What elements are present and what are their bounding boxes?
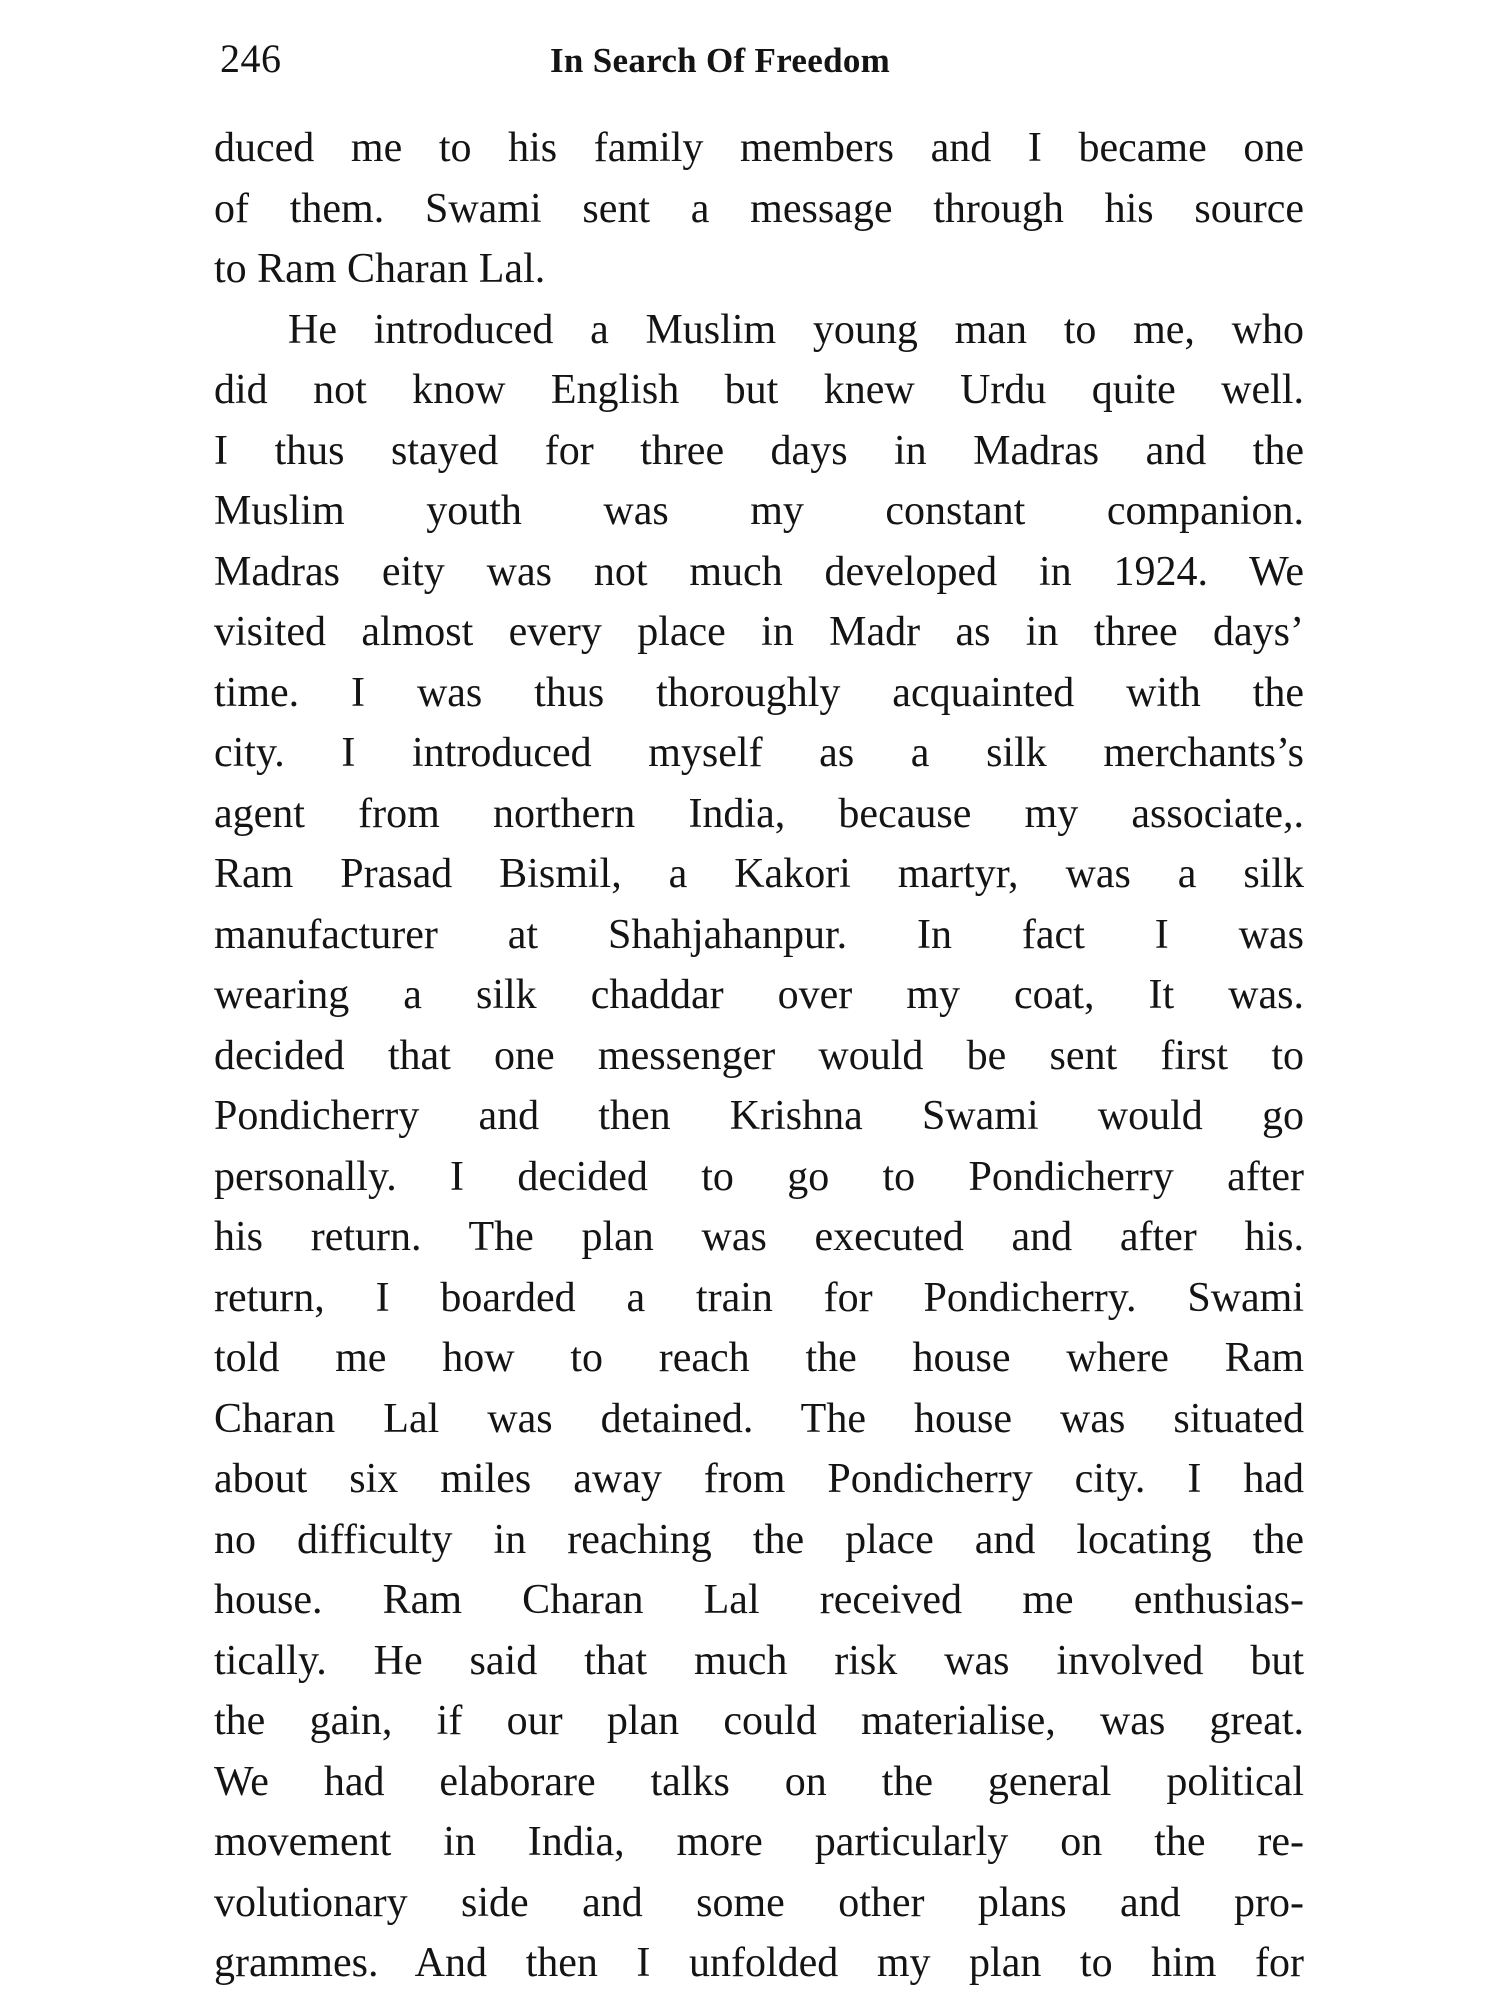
page-number: 246 — [220, 36, 282, 81]
text-line: the gain, if our plan could materialise, was great. — [214, 1698, 1304, 1744]
text-line: He introduced a Muslim young man to me, who — [288, 306, 1304, 353]
text-line: to Ram Charan Lal. — [214, 246, 546, 292]
text-line: agent from northern India, because my associate,. — [214, 790, 1304, 837]
text-line: of them. Swami sent a message through his source — [214, 185, 1304, 232]
running-header — [220, 34, 1310, 84]
text-line: Muslim youth was my constant companion. — [214, 488, 1304, 534]
text-line: time. I was thus thoroughly acquainted with the — [214, 669, 1304, 716]
text-line: grammes. And then I unfolded my plan to him for — [214, 1940, 1304, 1986]
text-line: decided that one messenger would be sent first to — [214, 1032, 1304, 1079]
text-line: about six miles away from Pondicherry city. I had — [214, 1456, 1304, 1502]
text-line: visited almost every place in Madr as in three days’ — [214, 609, 1304, 655]
text-line: city. I introduced myself as a silk merchants’s — [214, 730, 1304, 776]
text-line: house. Ram Charan Lal received me enthusias- — [214, 1577, 1304, 1623]
text-line: Ram Prasad Bismil, a Kakori martyr, was a silk — [214, 851, 1304, 897]
text-line: tically. He said that much risk was involved but — [214, 1637, 1304, 1684]
text-line: no difficulty in reaching the place and locating the — [214, 1516, 1304, 1563]
text-line: Charan Lal was detained. The house was situated — [214, 1395, 1304, 1442]
text-line: duced me to his family members and I became one — [214, 125, 1304, 171]
text-line: movement in India, more particularly on the re- — [214, 1819, 1304, 1865]
text-line: volutionary side and some other plans and pro- — [214, 1879, 1304, 1926]
text-line: manufacturer at Shahjahanpur. In fact I was — [214, 911, 1304, 958]
text-line: We had elaborare talks on the general political — [214, 1758, 1304, 1805]
text-line: Madras eity was not much developed in 1924. We — [214, 548, 1304, 595]
body-text — [214, 118, 1304, 1994]
text-line: I thus stayed for three days in Madras and the — [214, 427, 1304, 474]
text-line: personally. I decided to go to Pondicherry after — [214, 1153, 1304, 1200]
text-line: return, I boarded a train for Pondicherry. Swami — [214, 1274, 1304, 1321]
text-line: did not know English but knew Urdu quite well. — [214, 367, 1304, 413]
running-title: In Search Of Freedom — [550, 41, 891, 80]
text-line: wearing a silk chaddar over my coat, It was. — [214, 972, 1304, 1018]
text-line: Pondicherry and then Krishna Swami would go — [214, 1093, 1304, 1139]
text-line: told me how to reach the house where Ram — [214, 1335, 1304, 1381]
text-line: his return. The plan was executed and after his. — [214, 1214, 1304, 1260]
